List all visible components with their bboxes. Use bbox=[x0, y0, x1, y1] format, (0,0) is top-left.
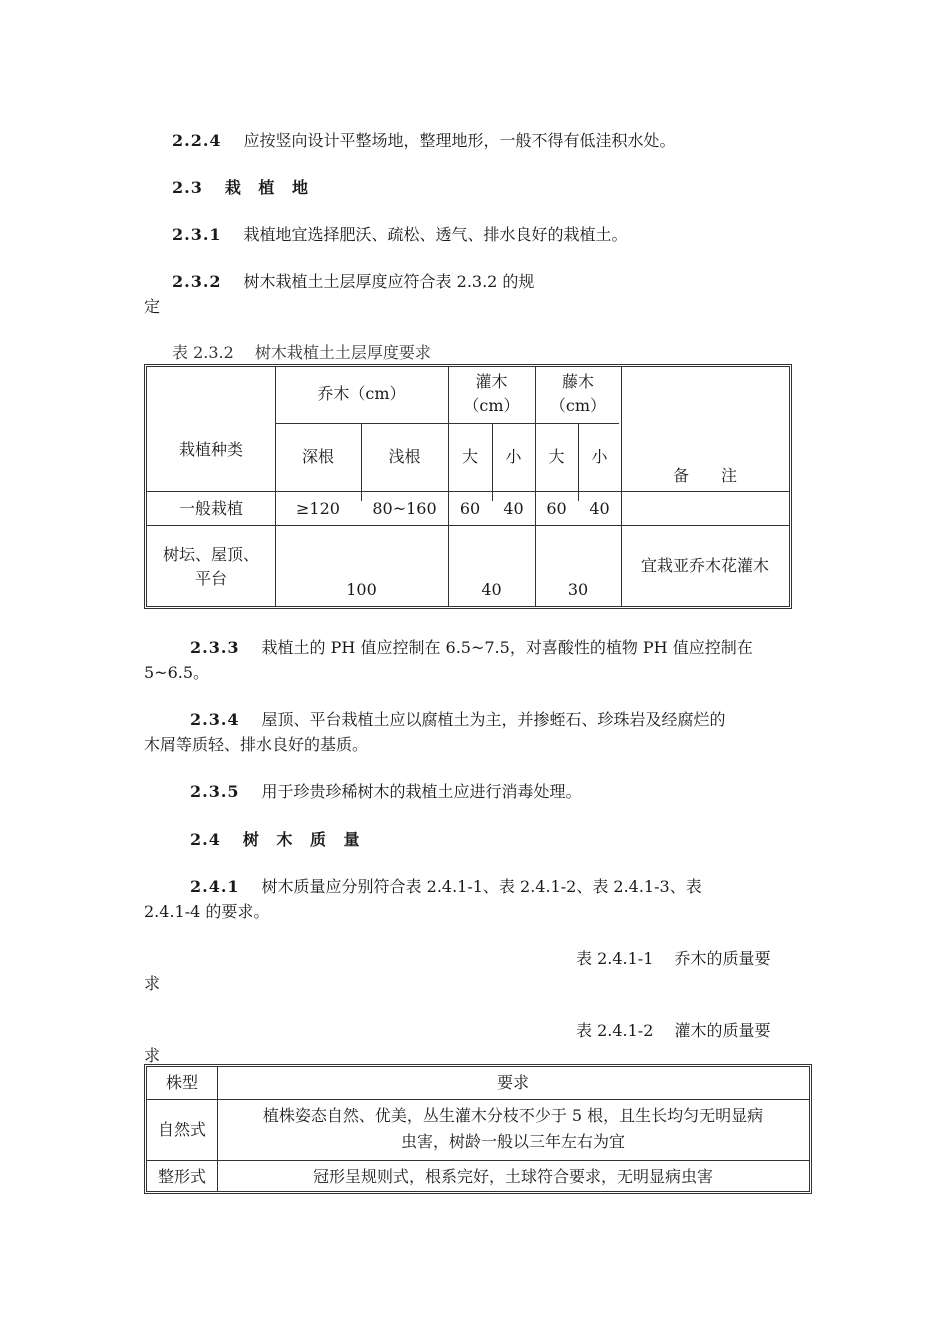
clause-2-3-4 bbox=[190, 707, 726, 730]
row2-vine: 30 bbox=[567, 580, 589, 599]
row2-type: 整形式 bbox=[157, 1167, 206, 1186]
header-shrub-unit: （cm） bbox=[463, 396, 520, 415]
row1-type: 自然式 bbox=[157, 1120, 206, 1139]
header-shrub: 灌木 bbox=[475, 372, 508, 391]
clause-text: 栽植土的 PH 值应控制在 6.5~7.5，对喜酸性的植物 PH 值应控制在 bbox=[261, 638, 753, 657]
clause-number: 2.3.3 bbox=[190, 638, 240, 657]
row1-shallow: 80~160 bbox=[372, 499, 437, 518]
shrub-quality-table bbox=[144, 1064, 812, 1194]
row1-requirement: 植株姿态自然、优美，丛生灌木分枝不少于 5 根，且生长均匀无明显病 bbox=[262, 1106, 764, 1125]
row2-requirement: 冠形呈规则式，根系完好，土球符合要求，无明显病虫害 bbox=[312, 1167, 713, 1186]
clause-number: 2.3.4 bbox=[190, 710, 240, 729]
header-shrub-small: 小 bbox=[505, 447, 522, 466]
section-number: 2.3 bbox=[172, 178, 203, 197]
section-heading-2-3 bbox=[172, 175, 314, 198]
section-title: 树 木 质 量 bbox=[242, 830, 366, 849]
row1-kind: 一般栽植 bbox=[178, 499, 243, 518]
header-requirement: 要求 bbox=[496, 1073, 529, 1092]
clause-text-continuation: 木屑等质轻、排水良好的基质。 bbox=[144, 735, 369, 754]
header-type: 株型 bbox=[165, 1073, 198, 1092]
table-caption-2-4-1-1: 表 2.4.1-1 乔木的质量要 bbox=[576, 949, 771, 968]
clause-text-continuation: 5~6.5。 bbox=[144, 663, 210, 682]
header-shrub-big: 大 bbox=[461, 447, 478, 466]
row1-shrub-small: 40 bbox=[503, 499, 524, 518]
header-vine-unit: （cm） bbox=[549, 396, 607, 415]
clause-text: 应按竖向设计平整场地，整理地形，一般不得有低洼积水处。 bbox=[243, 131, 676, 150]
row1-vine-small: 40 bbox=[589, 499, 610, 518]
row2-kind-cont: 平台 bbox=[194, 569, 227, 588]
header-vine: 藤木 bbox=[561, 372, 594, 391]
row2-note: 宜栽亚乔木花灌木 bbox=[640, 556, 769, 575]
clause-number: 2.3.2 bbox=[172, 272, 222, 291]
table-caption-continuation: 求 bbox=[144, 974, 161, 993]
clause-number: 2.3.5 bbox=[190, 782, 240, 801]
clause-2-3-1 bbox=[172, 222, 628, 245]
table-caption-2-4-1-2: 表 2.4.1-2 灌木的质量要 bbox=[576, 1021, 771, 1040]
header-note: 备 注 bbox=[672, 466, 737, 485]
clause-2-4-1 bbox=[190, 874, 702, 897]
clause-2-3-3 bbox=[190, 635, 753, 658]
clause-number: 2.3.1 bbox=[172, 225, 222, 244]
row2-tree: 100 bbox=[346, 580, 377, 599]
header-kind: 栽植种类 bbox=[178, 440, 243, 459]
table-caption-continuation: 求 bbox=[144, 1046, 161, 1065]
table-caption: 表 2.3.2 树木栽植土土层厚度要求 bbox=[172, 343, 431, 362]
clause-text: 栽植地宜选择肥沃、疏松、透气、排水良好的栽植土。 bbox=[243, 225, 628, 244]
header-vine-big: 大 bbox=[548, 447, 565, 466]
clause-number: 2.4.1 bbox=[190, 877, 240, 896]
row1-shrub-big: 60 bbox=[459, 499, 481, 518]
row1-requirement-cont: 虫害，树龄一般以三年左右为宜 bbox=[400, 1132, 625, 1151]
section-title: 栽 植 地 bbox=[224, 178, 314, 197]
clause-text: 树木质量应分别符合表 2.4.1-1、表 2.4.1-2、表 2.4.1-3、表 bbox=[261, 877, 702, 896]
header-shallow-root: 浅根 bbox=[388, 447, 421, 466]
row2-shrub: 40 bbox=[481, 580, 502, 599]
header-tree: 乔木（cm） bbox=[317, 384, 406, 403]
clause-text: 用于珍贵珍稀树木的栽植土应进行消毒处理。 bbox=[261, 782, 582, 801]
clause-number: 2.2.4 bbox=[172, 131, 222, 150]
clause-text-continuation: 2.4.1-4 的要求。 bbox=[144, 902, 270, 921]
header-deep-root: 深根 bbox=[301, 447, 334, 466]
row2-kind: 树坛、屋顶、 bbox=[162, 545, 259, 564]
row1-vine-big: 60 bbox=[546, 499, 567, 518]
clause-2-3-2 bbox=[172, 269, 534, 292]
section-number: 2.4 bbox=[190, 830, 221, 849]
row1-deep: ≥120 bbox=[296, 499, 340, 518]
clause-text-continuation: 定 bbox=[144, 297, 161, 316]
header-vine-small: 小 bbox=[591, 447, 608, 466]
soil-thickness-table bbox=[144, 364, 792, 609]
clause-2-3-5 bbox=[190, 779, 582, 802]
section-heading-2-4 bbox=[190, 827, 366, 850]
clause-2-2-4 bbox=[172, 128, 676, 151]
clause-text: 树木栽植土土层厚度应符合表 2.3.2 的规 bbox=[243, 272, 535, 291]
clause-text: 屋顶、平台栽植土应以腐植土为主，并掺蛭石、珍珠岩及经腐烂的 bbox=[261, 710, 726, 729]
